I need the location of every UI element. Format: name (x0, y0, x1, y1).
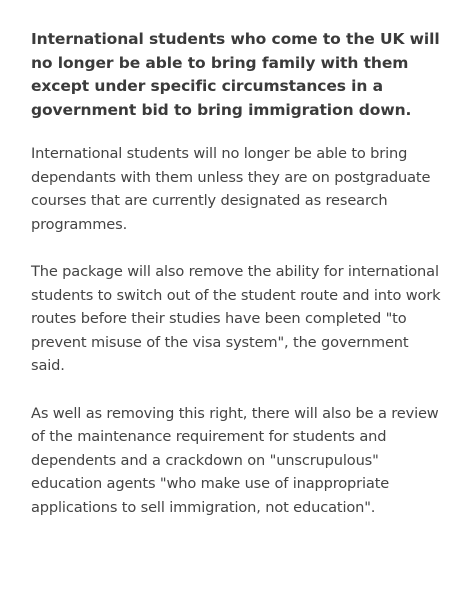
article-paragraph-2: The package will also remove the ability for international students to switch out of the student route and into work routes before their studies have been completed "to prevent misuse of the visa system", the government said. (31, 263, 441, 374)
article-paragraph-1: International students will no longer be able to bring dependants with them unless they are on postgraduate courses that are currently designated as research programmes. (31, 145, 431, 233)
article-body (31, 28, 441, 519)
article-paragraph-3: As well as removing this right, there will also be a review of the maintenance requirement for students and dependents and a crackdown on "unscrupulous" education agents "who make use of inappropriate applications to sell immigration, not education". (31, 404, 439, 516)
article-lead: International students who come to the UK will no longer be able to bring family with them except under specific circumstances in a government bid to bring immigration down. (31, 30, 440, 119)
